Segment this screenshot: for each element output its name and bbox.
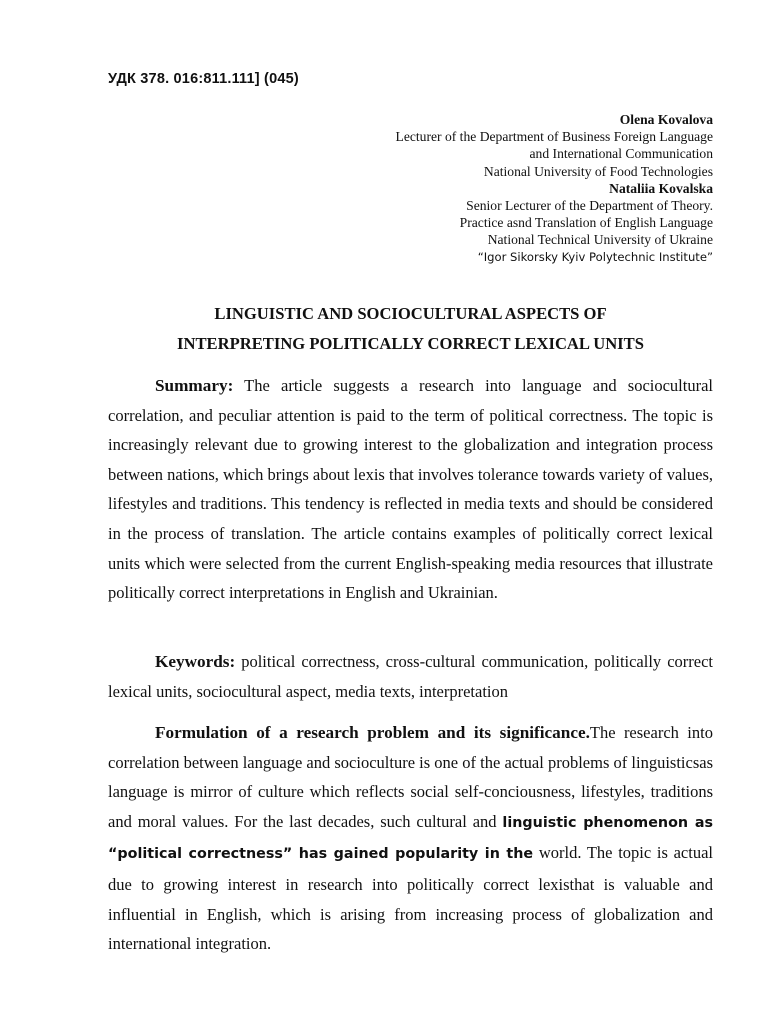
author-name-2: Nataliia Kovalska <box>609 180 713 196</box>
author-2-affiliation-line: “Igor Sikorsky Kyiv Polytechnic Institute” <box>477 249 713 264</box>
author-1-affiliation-line: National University of Food Technologies <box>483 163 713 179</box>
title-line-1: LINGUISTIC AND SOCIOCULTURAL ASPECTS OF <box>214 304 607 323</box>
keywords-label: Keywords: <box>155 652 236 671</box>
udk-code: УДК 378. 016:811.111] (045) <box>108 71 299 87</box>
summary-label: Summary: <box>155 376 234 395</box>
keywords-paragraph <box>108 647 713 706</box>
formulation-paragraph <box>108 718 713 959</box>
formulation-label: Formulation of a research problem and its significance. <box>155 723 590 742</box>
summary-text: The article suggests a research into language and sociocultural correlation, and peculiar attention is paid to the term of political correctness. The topic is increasingly relevant due to growing interest to the globalization and integration process between nations, which brings about lexis that involves tolerance towards variety of values, lifestyles and traditions. This tendency is reflected in media texts and should be considered in the process of translation. The article contains examples of politically correct lexical units which were selected from the current English-speaking media resources that illustrate politically correct interpretations in English and Ukrainian. <box>108 376 713 603</box>
author-1-affiliation-line: Lecturer of the Department of Business Foreign Language <box>395 129 713 145</box>
formulation-text-end: world. The topic is actual due to growing interest in research into politically correct lexisthat is valuable and influential in English, which is arising from increasing process of globalization and international integration. <box>108 843 713 954</box>
author-2-affiliation-line: Practice asnd Translation of English Language <box>459 215 713 231</box>
author-2-affiliation-line: Senior Lecturer of the Department of Theory. <box>466 198 713 214</box>
keywords-text: political correctness, cross-cultural communication, politically correct lexical units, sociocultural aspect, media texts, interpretation <box>108 652 713 701</box>
formulation-text: The research into correlation between language and socioculture is one of the actual problems of linguisticsas language is mirror of culture which reflects social self-conciousness, lifestyles, traditions and moral values. For the last decades, such cultural and <box>108 723 713 831</box>
title-line-2: INTERPRETING POLITICALLY CORRECT LEXICAL UNITS <box>177 334 644 353</box>
formulation-bold-text: linguistic phenomenon as “political correctness” has gained popularity in the <box>108 814 713 863</box>
author-name-1: Olena Kovalova <box>619 112 713 127</box>
author-2-affiliation-line: National Technical University of Ukraine <box>487 232 713 248</box>
author-block <box>193 111 713 266</box>
author-1-affiliation-line: and International Communication <box>529 146 713 162</box>
article-title <box>108 299 713 359</box>
summary-paragraph <box>108 371 713 608</box>
